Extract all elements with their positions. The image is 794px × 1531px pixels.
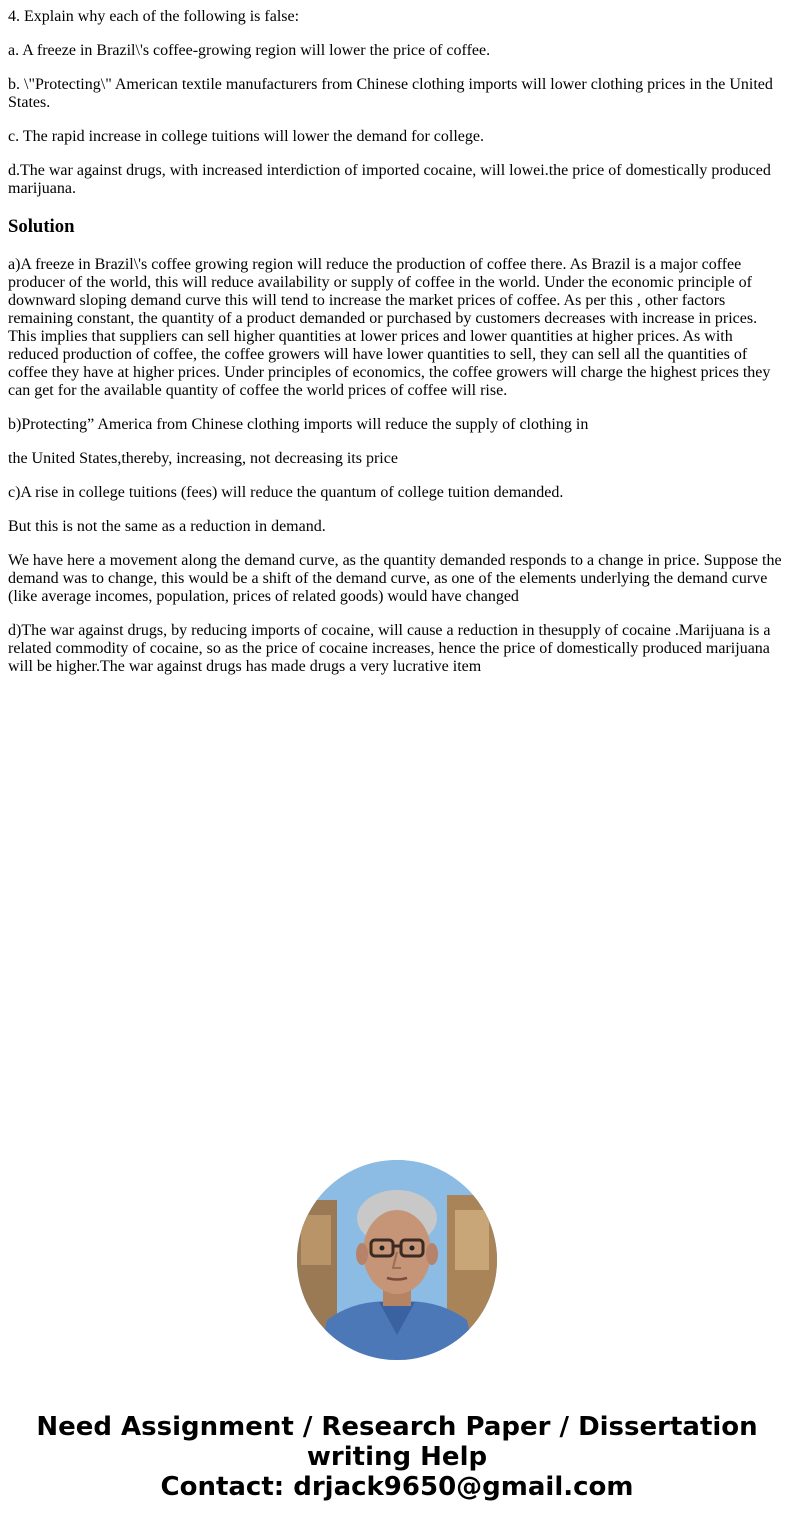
promo-call-to-action [0,1412,794,1502]
question-intro: 4. Explain why each of the following is false: [8,8,300,25]
question-item-d: d.The war against drugs, with increased interdiction of imported cocaine, will lowei.the price of domestically produced marijuana. [8,162,771,197]
solution-paragraph-b2: the United States,thereby, increasing, not decreasing its price [8,450,398,467]
question-item-c: c. The rapid increase in college tuitions will lower the demand for college. [8,128,484,145]
solution-paragraph-c1: c)A rise in college tuitions (fees) will reduce the quantum of college tuition demanded. [8,484,564,501]
question-item-a: a. A freeze in Brazil\'s coffee-growing region will lower the price of coffee. [8,42,491,59]
document-body [0,8,794,676]
solution-heading: Solution [8,216,75,237]
solution-paragraph-a: a)A freeze in Brazil\'s coffee growing region will reduce the production of coffee there. As Brazil is a major coffee producer of the world, this will reduce availability or supply of coffee in the world. Under the economic principle of downward sloping demand curve this will tend to increase the market prices of coffee. As per this , other factors remaining constant, the quantity of a product demanded or purchased by customers decreases with increase in prices. This implies that suppliers can sell higher quantities at lower prices and lower quantities at higher prices. As with reduced production of coffee, the coffee growers will have lower quantities to sell, they can sell all the quantities of coffee they have at higher prices. Under principles of economics, the coffee growers will charge the highest prices they can get for the available quantity of coffee the world prices of coffee will rise. [8,256,771,399]
solution-paragraph-b1: b)Protecting” America from Chinese clothing imports will reduce the supply of clothing in [8,416,589,433]
promo-line-1: Need Assignment / Research Paper / Dissertation [36,1412,758,1442]
solution-paragraph-c2: But this is not the same as a reduction in demand. [8,518,326,535]
author-avatar [297,1160,497,1360]
promo-line-2: writing Help [306,1442,488,1472]
question-item-b: b. \"Protecting\" American textile manufacturers from Chinese clothing imports will lower clothing prices in the United States. [8,76,773,111]
promo-footer [0,1160,794,1502]
solution-paragraph-d: d)The war against drugs, by reducing imports of cocaine, will cause a reduction in thesupply of cocaine .Marijuana is a related commodity of cocaine, so as the price of cocaine increases, hence the price of domestically produced marijuana will be higher.The war against drugs has made drugs a very lucrative item [8,622,771,675]
promo-contact-line: Contact: drjack9650@gmail.com [160,1472,634,1502]
author-portrait-image [297,1160,497,1360]
solution-paragraph-c3: We have here a movement along the demand curve, as the quantity demanded responds to a change in price. Suppose the demand was to change, this would be a shift of the demand curve, as one of the elements underlying the demand curve (like average incomes, population, prices of related goods) would have changed [8,552,782,605]
